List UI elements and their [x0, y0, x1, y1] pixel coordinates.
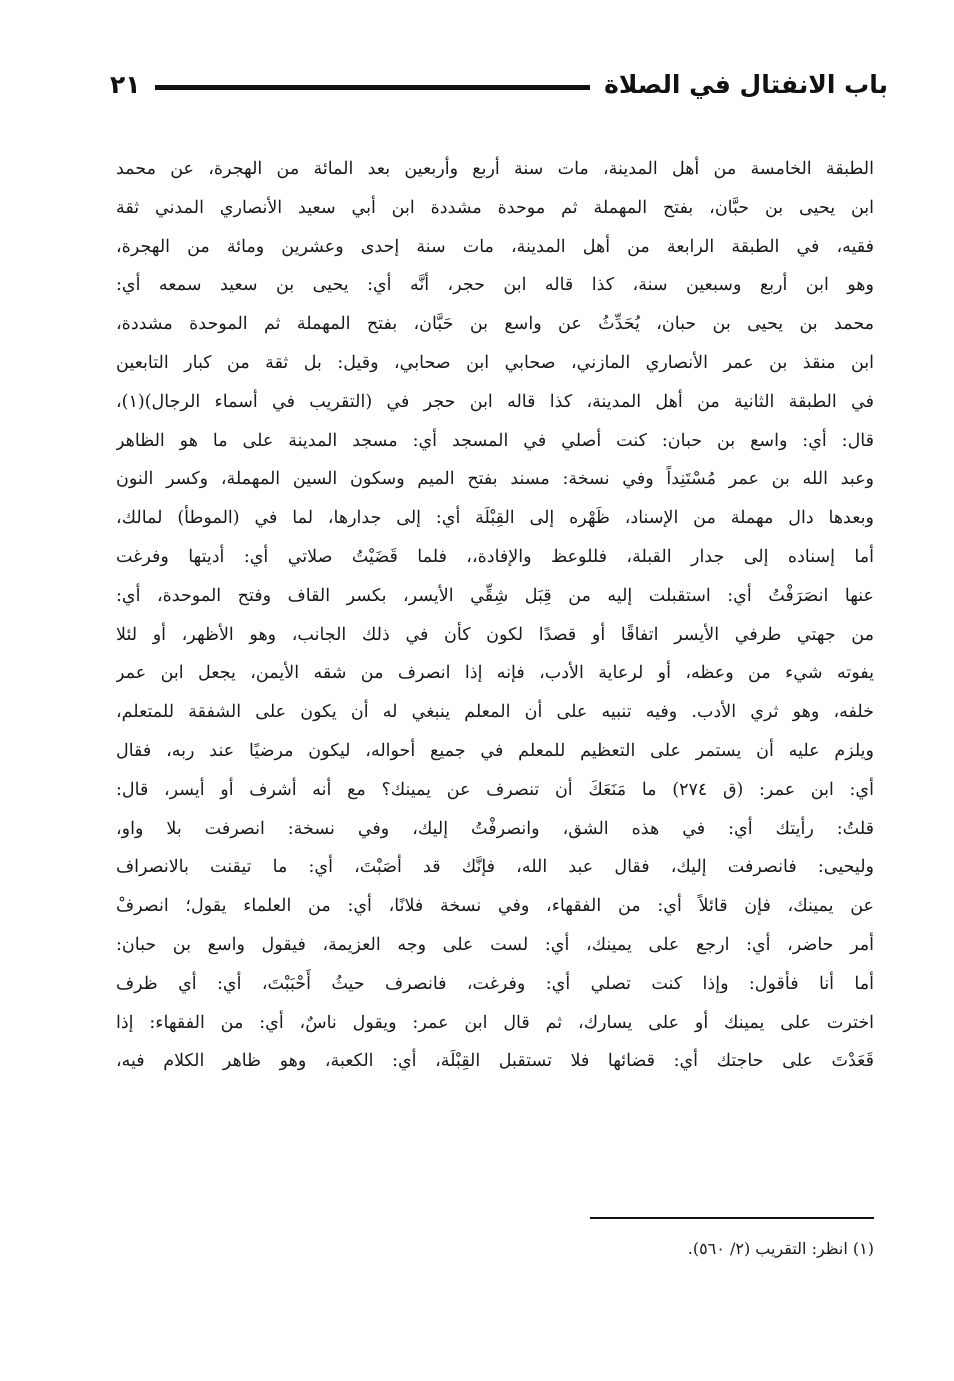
chapter-title: باب الانفتال في الصلاة: [604, 69, 888, 99]
text-line: وليحيى: فانصرفت إليك، فقال عبد الله، فإنَّك قد أصَبْتَ، أي: ما تيقنت بالانصراف: [116, 857, 874, 878]
footnote-separator: [590, 1217, 874, 1219]
text-line: أي: ابن عمر: (ق ٢٧٤) ما مَنَعَكَ أن تنصرف عن يمينك؟ مع أنه أشرف أو أيسر، قال:: [116, 779, 874, 800]
header-rule: [155, 85, 591, 90]
text-line: أما إسناده إلى جدار القبلة، فللوعظ والإفادة،، فلما قَضَيْتُ صلاتي أي: أديتها وفرغت: [116, 546, 874, 567]
text-line: وهو ابن أربع وسبعين سنة، كذا قاله ابن حجر، أنَّه أي: يحيى بن سعيد سمعه أي:: [116, 275, 874, 296]
text-line: الطبقة الخامسة من أهل المدينة، مات سنة أربع وأربعين بعد المائة من الهجرة، عن محمد: [116, 159, 874, 179]
text-line: قَعَدْتَ على حاجتك أي: قضائها فلا تستقبل القِبْلَة، أي: الكعبة، وهو ظاهر الكلام فيه،: [116, 1051, 874, 1072]
text-line: من جهتي طرفي الأيسر اتفاقًا أو قصدًا لكون كأن في ذلك الجانب، وهو الأظهر، أو لئلا: [116, 624, 874, 645]
main-text: [116, 150, 874, 1081]
page-number: ٢١: [110, 69, 141, 99]
text-line: عنها انصَرَفْتُ أي: استقبلت إليه من قِبَل شِقِّي الأيسر، بكسر القاف وفتح الموحدة، أي:: [116, 585, 874, 606]
text-line: قلتُ: رأيتك أي: في هذه الشق، وانصرفْتُ إليك، وفي نسخة: انصرفت بلا واو،: [116, 818, 874, 839]
text-line: محمد بن يحيى بن حبان، يُحَدِّثُ عن واسع بن حَبَّان، بفتح المهملة ثم الموحدة مشددة،: [116, 314, 874, 335]
text-line: يفوته شيء من وعظه، أو لرعاية الأدب، فإنه إذا انصرف من شقه الأيمن، يجعل ابن عمر: [116, 663, 874, 684]
text-line: عن يمينك، فإن قائلاً أي: من الفقهاء، وفي نسخة فلانًا، أي: من العلماء يقول؛ انصرفْ: [116, 896, 874, 917]
text-line: وعبد الله بن عمر مُسْتَنِداً وفي نسخة: مسند بفتح الميم وسكون السين المهملة، وكسر النون: [116, 469, 874, 490]
text-line: وبعدها دال مهملة من الإسناد، ظَهْره إلى القِبْلَة أي: إلى جدارها، لما في (الموطأ) لمالك،: [116, 508, 874, 529]
text-line: ابن يحيى بن حبَّان، بفتح المهملة ثم موحدة مشددة ابن أبي سعيد الأنصاري المدني ثقة: [116, 197, 874, 218]
footnote: (١) انظر: التقريب (٢/ ٥٦٠).: [687, 1239, 874, 1258]
text-line: قال: أي: واسع بن حبان: كنت أصلي في المسجد أي: مسجد المدينة على ما هو الظاهر: [116, 430, 874, 451]
text-line: فقيه، في الطبقة الرابعة من أهل المدينة، مات سنة إحدى وعشرين ومائة من الهجرة،: [116, 236, 874, 257]
text-line: أمر حاضر، أي: ارجع على يمينك، أي: لست على وجه العزيمة، فيقول واسع بن حبان:: [116, 934, 874, 955]
text-line: خلفه، وهو ثري الأدب. وفيه تنبيه على أن المعلم ينبغي له أن يكون على الشفقة للمتعلم،: [116, 702, 874, 723]
text-line: ابن منقذ بن عمر الأنصاري المازني، صحابي ابن صحابي، وقيل: بل ثقة من كبار التابعين: [116, 352, 874, 373]
text-line: اخترت على يمينك أو على يسارك، ثم قال ابن عمر: ويقول ناسٌ، أي: من الفقهاء: إذا: [116, 1012, 874, 1033]
text-line: في الطبقة الثانية من أهل المدينة، كذا قاله ابن حجر في (التقريب في أسماء الرجال)(١)،: [116, 391, 874, 412]
text-line: أما أنا فأقول: وإذا كنت تصلي أي: وفرغت، فانصرف حيثُ أَحْبَبْتَ، أي: أي ظرف: [116, 973, 874, 994]
text-line: ويلزم عليه أن يستمر على التعظيم للمعلم في جميع أحواله، ليكون مرضيًا عند ربه، فقال: [116, 740, 874, 761]
page-header: [110, 62, 888, 106]
